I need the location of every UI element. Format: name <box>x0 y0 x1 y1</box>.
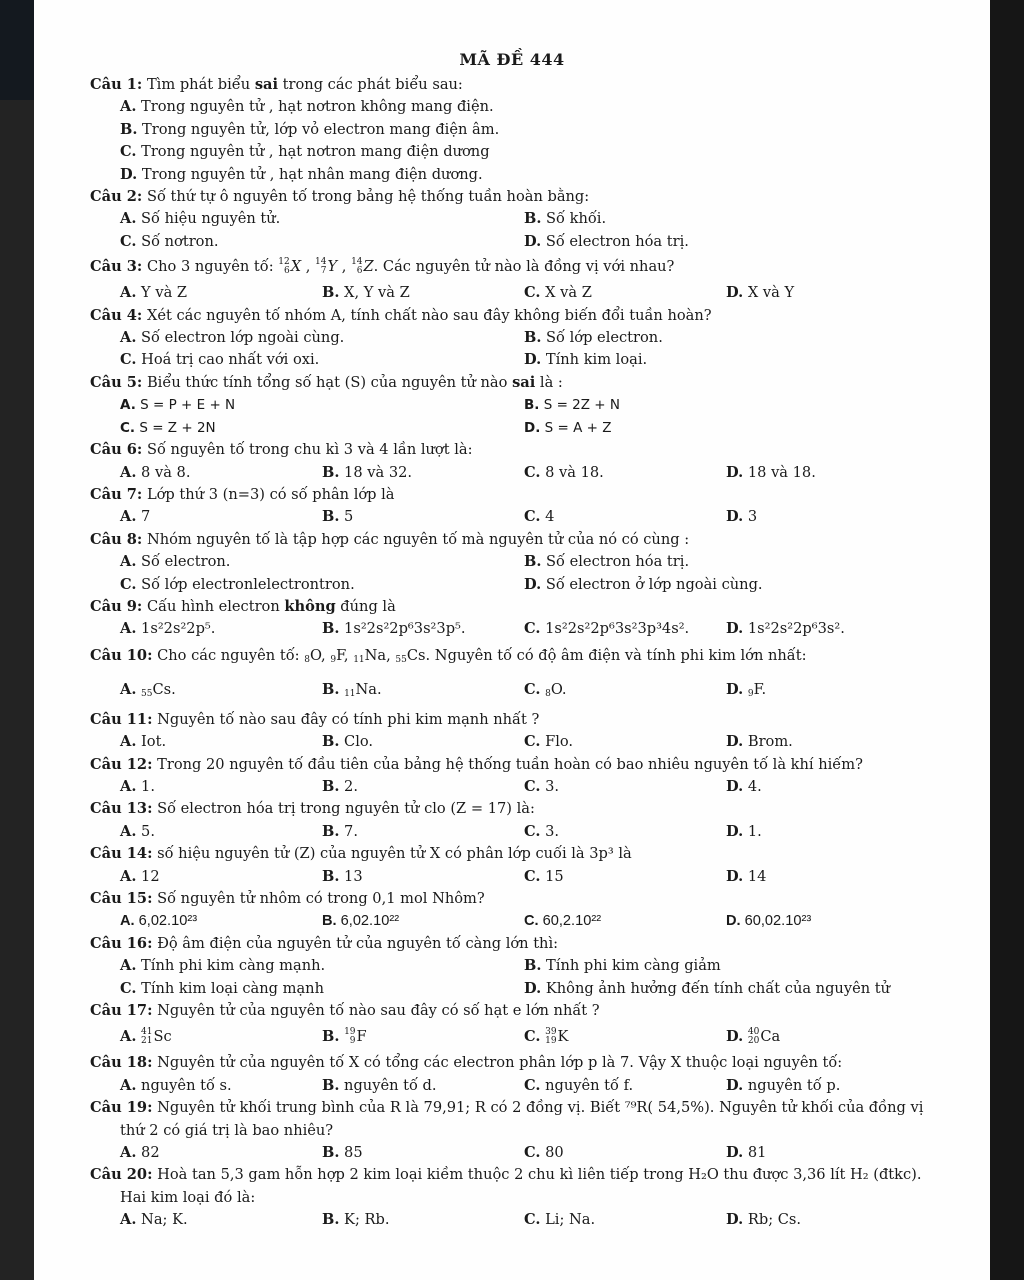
option-letter: D. <box>726 463 744 481</box>
options-row <box>90 1075 970 1097</box>
option-letter: C. <box>524 508 541 526</box>
question-5: Câu 5: Biểu thức tính tổng số hạt (S) của nguyên tử nào sai là : <box>90 373 563 391</box>
option: A. 6,02.10²³ <box>120 913 198 930</box>
option: A. 12 <box>120 867 160 885</box>
option-letter: A. <box>120 913 135 930</box>
options-row <box>90 618 970 640</box>
option: D. Brom. <box>726 733 793 751</box>
question-16: Câu 16: Độ âm điện của nguyên tử của nguyên tố càng lớn thì: <box>90 934 559 952</box>
options-row <box>90 675 970 709</box>
option: B. 11Na. <box>322 680 382 699</box>
option: B. 18 và 32. <box>322 463 413 481</box>
options-row <box>90 955 970 977</box>
option-letter: A. <box>120 620 137 638</box>
question-20: Câu 20: Hoà tan 5,3 gam hỗn hợp 2 kim loại kiềm thuộc 2 chu kì liên tiếp trong H₂O thu được 3,36 lít H₂ (đtkc). <box>90 1166 922 1184</box>
option-letter: B. <box>322 463 340 481</box>
option: B. K; Rb. <box>322 1211 390 1229</box>
option: A. 5. <box>120 822 155 840</box>
option-letter: B. <box>322 733 340 751</box>
option-letter: D. <box>726 284 744 302</box>
option: C. 8O. <box>524 680 567 699</box>
isotope-x: 12 6 X <box>278 257 302 277</box>
option: C. Tính kim loại càng mạnh <box>120 979 324 997</box>
option-letter: D. <box>524 419 541 436</box>
option: C. Trong nguyên tử , hạt nơtron mang điện dương <box>120 143 490 161</box>
option-letter: C. <box>524 1144 541 1162</box>
option-letter: A. <box>120 210 137 228</box>
option-letter: B. <box>120 120 138 138</box>
option-letter: C. <box>524 733 541 751</box>
isotope-z: 14 6 Z <box>351 257 374 277</box>
option-letter: D. <box>120 165 138 183</box>
option-letter: C. <box>120 351 137 369</box>
option: B. X, Y và Z <box>322 284 410 302</box>
question-4: Câu 4: Xét các nguyên tố nhóm A, tính chất nào sau đây không biến đổi tuần hoàn? <box>90 306 712 324</box>
option: A. 7 <box>120 508 151 526</box>
option-letter: B. <box>322 508 340 526</box>
option-letter: D. <box>726 867 744 885</box>
option: A. Số electron. <box>120 553 231 571</box>
option-letter: A. <box>120 822 137 840</box>
option-letter: B. <box>322 913 337 930</box>
options-row <box>90 910 970 932</box>
options-row <box>90 282 970 304</box>
options-row <box>90 462 970 484</box>
option: D. 3 <box>726 508 758 526</box>
options-row <box>90 327 970 349</box>
isotope-y: 14 7 Y <box>315 257 338 277</box>
option-letter: B. <box>322 620 340 638</box>
option-letter: B. <box>524 329 542 347</box>
option: B. 2. <box>322 777 358 795</box>
option-letter: A. <box>120 777 137 795</box>
options-row <box>90 731 970 753</box>
option-letter: D. <box>726 822 744 840</box>
option: D. Trong nguyên tử , hạt nhân mang điện dương. <box>120 165 483 183</box>
option-letter: D. <box>524 351 542 369</box>
options-row <box>90 776 970 798</box>
question-13: Câu 13: Số electron hóa trị trong nguyên tử clo (Z = 17) là: <box>90 800 535 818</box>
option-letter: D. <box>726 913 741 930</box>
option: B. 85 <box>322 1144 363 1162</box>
option-letter: B. <box>524 553 542 571</box>
option: D. 40 20 Ca <box>726 1027 781 1047</box>
option: C. Flo. <box>524 733 574 751</box>
options-row <box>90 1142 970 1164</box>
option: A. nguyên tố s. <box>120 1076 232 1094</box>
option-letter: A. <box>120 733 137 751</box>
option-letter: D. <box>726 1211 744 1229</box>
option-letter: D. <box>524 979 542 997</box>
options-row <box>90 417 970 439</box>
question-6: Câu 6: Số nguyên tố trong chu kì 3 và 4 lần lượt là: <box>90 441 473 459</box>
option-letter: B. <box>524 210 542 228</box>
option: A. Y và Z <box>120 284 188 302</box>
options-row <box>90 821 970 843</box>
option: D. 14 <box>726 867 767 885</box>
option: D. 4. <box>726 777 762 795</box>
option: B. Trong nguyên tử, lớp vỏ electron mang điện âm. <box>120 120 500 138</box>
question-20-cont: Hai kim loại đó là: <box>120 1188 256 1206</box>
question-14: Câu 14: số hiệu nguyên tử (Z) của nguyên tử X có phân lớp cuối là 3p³ là <box>90 845 632 863</box>
option: D. Số electron ở lớp ngoài cùng. <box>524 575 763 593</box>
option: A. Số hiệu nguyên tử. <box>120 210 281 228</box>
question-19: Câu 19: Nguyên tử khối trung bình của R là 79,91; R có 2 đồng vị. Biết ⁷⁹R( 54,5%). Nguyên tử khối của đồng vị <box>90 1099 924 1117</box>
option: A. Iot. <box>120 733 167 751</box>
option-letter: A. <box>120 1211 137 1229</box>
option: C. 80 <box>524 1144 564 1162</box>
option: B. 13 <box>322 867 363 885</box>
option: C. 15 <box>524 867 564 885</box>
option: D. 18 và 18. <box>726 463 816 481</box>
option: B. Số lớp electron. <box>524 329 663 347</box>
option-letter: D. <box>726 733 744 751</box>
option: C. 4 <box>524 508 555 526</box>
option: D. 1s²2s²2p⁶3s². <box>726 620 845 638</box>
option-letter: C. <box>524 913 539 930</box>
option-letter: C. <box>524 620 541 638</box>
option: C. 3. <box>524 777 560 795</box>
option: B. S = 2Z + N <box>524 397 621 414</box>
option-letter: B. <box>322 1076 340 1094</box>
option-letter: D. <box>726 1076 744 1094</box>
option: A. 41 21 Sc <box>120 1027 172 1047</box>
option: A. S = P + E + N <box>120 397 236 414</box>
option-letter: C. <box>120 143 137 161</box>
option-letter: A. <box>120 397 136 414</box>
option: A. 1. <box>120 777 155 795</box>
option-letter: B. <box>322 777 340 795</box>
option-letter: B. <box>524 957 542 975</box>
options-row <box>90 208 970 230</box>
options-row <box>90 551 970 573</box>
option-letter: C. <box>120 419 136 436</box>
question-15: Câu 15: Số nguyên tử nhôm có trong 0,1 mol Nhôm? <box>90 890 485 907</box>
option-letter: C. <box>524 284 541 302</box>
option-letter: C. <box>524 777 541 795</box>
option: C. Số nơtron. <box>120 232 219 250</box>
option: C. 60,2.10²² <box>524 913 602 930</box>
option-letter: B. <box>322 1144 340 1162</box>
option: D. S = A + Z <box>524 419 612 436</box>
option: C. X và Z <box>524 284 592 302</box>
option-letter: D. <box>726 777 744 795</box>
option: A. Tính phi kim càng mạnh. <box>120 957 326 975</box>
option: C. Số lớp electronlelectrontron. <box>120 575 355 593</box>
question-11: Câu 11: Nguyên tố nào sau đây có tính phi kim mạnh nhất ? <box>90 710 540 728</box>
option: A. 55Cs. <box>120 680 176 699</box>
option-letter: A. <box>120 957 137 975</box>
option: D. Số electron hóa trị. <box>524 232 689 250</box>
option: C. 39 19 K <box>524 1027 569 1047</box>
options-row <box>90 506 970 528</box>
option-letter: B. <box>322 822 340 840</box>
option-letter: C. <box>524 463 541 481</box>
option-letter: D. <box>524 232 542 250</box>
question-3: Câu 3: Cho 3 nguyên tố: 12 6 X , 14 7 Y , 14 6 Z . Các nguyên tử nào là đồng vị với nhau? <box>90 253 970 281</box>
option-letter: C. <box>524 1211 541 1229</box>
option: C. 1s²2s²2p⁶3s²3p³4s². <box>524 620 690 638</box>
question-17: Câu 17: Nguyên tử của nguyên tố nào sau đây có số hạt e lớn nhất ? <box>90 1002 600 1020</box>
option: A. 8 và 8. <box>120 463 191 481</box>
option: D. Rb; Cs. <box>726 1211 802 1229</box>
options-row <box>90 1022 970 1052</box>
option-letter: D. <box>726 508 744 526</box>
option: A. Số electron lớp ngoài cùng. <box>120 329 345 347</box>
question-2: Câu 2: Số thứ tự ô nguyên tố trong bảng hệ thống tuần hoàn bằng: <box>90 188 590 206</box>
option: B. 1s²2s²2p⁶3s²3p⁵. <box>322 620 466 638</box>
option-letter: C. <box>120 575 137 593</box>
option: D. 9F. <box>726 680 767 699</box>
option: B. Clo. <box>322 733 374 751</box>
option-letter: A. <box>120 463 137 481</box>
option-letter: C. <box>120 979 137 997</box>
option-letter: A. <box>120 508 137 526</box>
option: B. 19 9 F <box>322 1027 367 1047</box>
exam-paper <box>34 0 990 1280</box>
options-row <box>90 978 970 1000</box>
option-letter: D. <box>726 620 744 638</box>
option-letter: A. <box>120 553 137 571</box>
option: A. Trong nguyên tử , hạt nơtron không mang điện. <box>120 98 494 116</box>
option-letter: A. <box>120 98 137 116</box>
option: A. 1s²2s²2p⁵. <box>120 620 216 638</box>
options-row <box>90 866 970 888</box>
option: D. 1. <box>726 822 762 840</box>
question-19-cont: thứ 2 có giá trị là bao nhiêu? <box>120 1121 334 1139</box>
question-list <box>90 74 970 1232</box>
option-letter: A. <box>120 329 137 347</box>
option: D. Không ảnh hưởng đến tính chất của nguyên tử <box>524 979 891 997</box>
question-1: Câu 1: Tìm phát biểu sai trong các phát biểu sau: <box>90 76 463 93</box>
option: C. nguyên tố f. <box>524 1076 634 1094</box>
option: B. 5 <box>322 508 354 526</box>
options-row <box>90 231 970 253</box>
option: B. 6,02.10²² <box>322 913 400 930</box>
question-18: Câu 18: Nguyên tử của nguyên tố X có tổng các electron phân lớp p là 7. Vậy X thuộc loại nguyên tố: <box>90 1054 843 1072</box>
question-12: Câu 12: Trong 20 nguyên tố đầu tiên của bảng hệ thống tuần hoàn có bao nhiêu nguyên tố là khí hiếm? <box>90 755 863 773</box>
option: A. Na; K. <box>120 1211 188 1229</box>
exam-code-title: MÃ ĐỀ 444 <box>459 50 565 69</box>
option-letter: A. <box>120 1076 137 1094</box>
option-letter: A. <box>120 284 137 302</box>
option-letter: D. <box>524 575 542 593</box>
option-letter: B. <box>322 1211 340 1229</box>
option-letter: D. <box>726 1144 744 1162</box>
option: D. 81 <box>726 1144 767 1162</box>
option: D. nguyên tố p. <box>726 1076 841 1094</box>
question-9: Câu 9: Cấu hình electron không đúng là <box>90 597 396 615</box>
option-letter: C. <box>524 867 541 885</box>
right-dark-band <box>990 0 1024 1280</box>
options-row <box>90 349 970 371</box>
option: C. 3. <box>524 822 560 840</box>
option: B. nguyên tố d. <box>322 1076 437 1094</box>
option: C. 8 và 18. <box>524 463 604 481</box>
option: D. Tính kim loại. <box>524 351 648 369</box>
question-7: Câu 7: Lớp thứ 3 (n=3) có số phân lớp là <box>90 485 395 503</box>
option: D. X và Y <box>726 284 795 302</box>
option: A. 82 <box>120 1144 160 1162</box>
option: B. 7. <box>322 822 358 840</box>
option: C. Li; Na. <box>524 1211 596 1229</box>
option-letter: C. <box>524 822 541 840</box>
option-letter: B. <box>524 397 540 414</box>
option: C. Hoá trị cao nhất với oxi. <box>120 351 320 369</box>
option-letter: C. <box>524 1076 541 1094</box>
option: D. 60,02.10²³ <box>726 913 812 930</box>
option-letter: B. <box>322 284 340 302</box>
question-10: Câu 10: Cho các nguyên tố: 8O, 9F, 11Na, 55Cs. Nguyên tố có độ âm điện và tính phi kim lớn nhất: <box>90 646 807 665</box>
option-letter: C. <box>120 232 137 250</box>
option: B. Số electron hóa trị. <box>524 553 690 571</box>
option: B. Số khối. <box>524 210 607 228</box>
question-8: Câu 8: Nhóm nguyên tố là tập hợp các nguyên tố mà nguyên tử của nó có cùng : <box>90 530 690 548</box>
option-letter: A. <box>120 1144 137 1162</box>
option: B. Tính phi kim càng giảm <box>524 957 721 975</box>
option-letter: A. <box>120 867 137 885</box>
option-letter: B. <box>322 867 340 885</box>
option: C. S = Z + 2N <box>120 419 216 436</box>
options-row <box>90 574 970 596</box>
options-row <box>90 1209 970 1231</box>
options-row <box>90 394 970 416</box>
